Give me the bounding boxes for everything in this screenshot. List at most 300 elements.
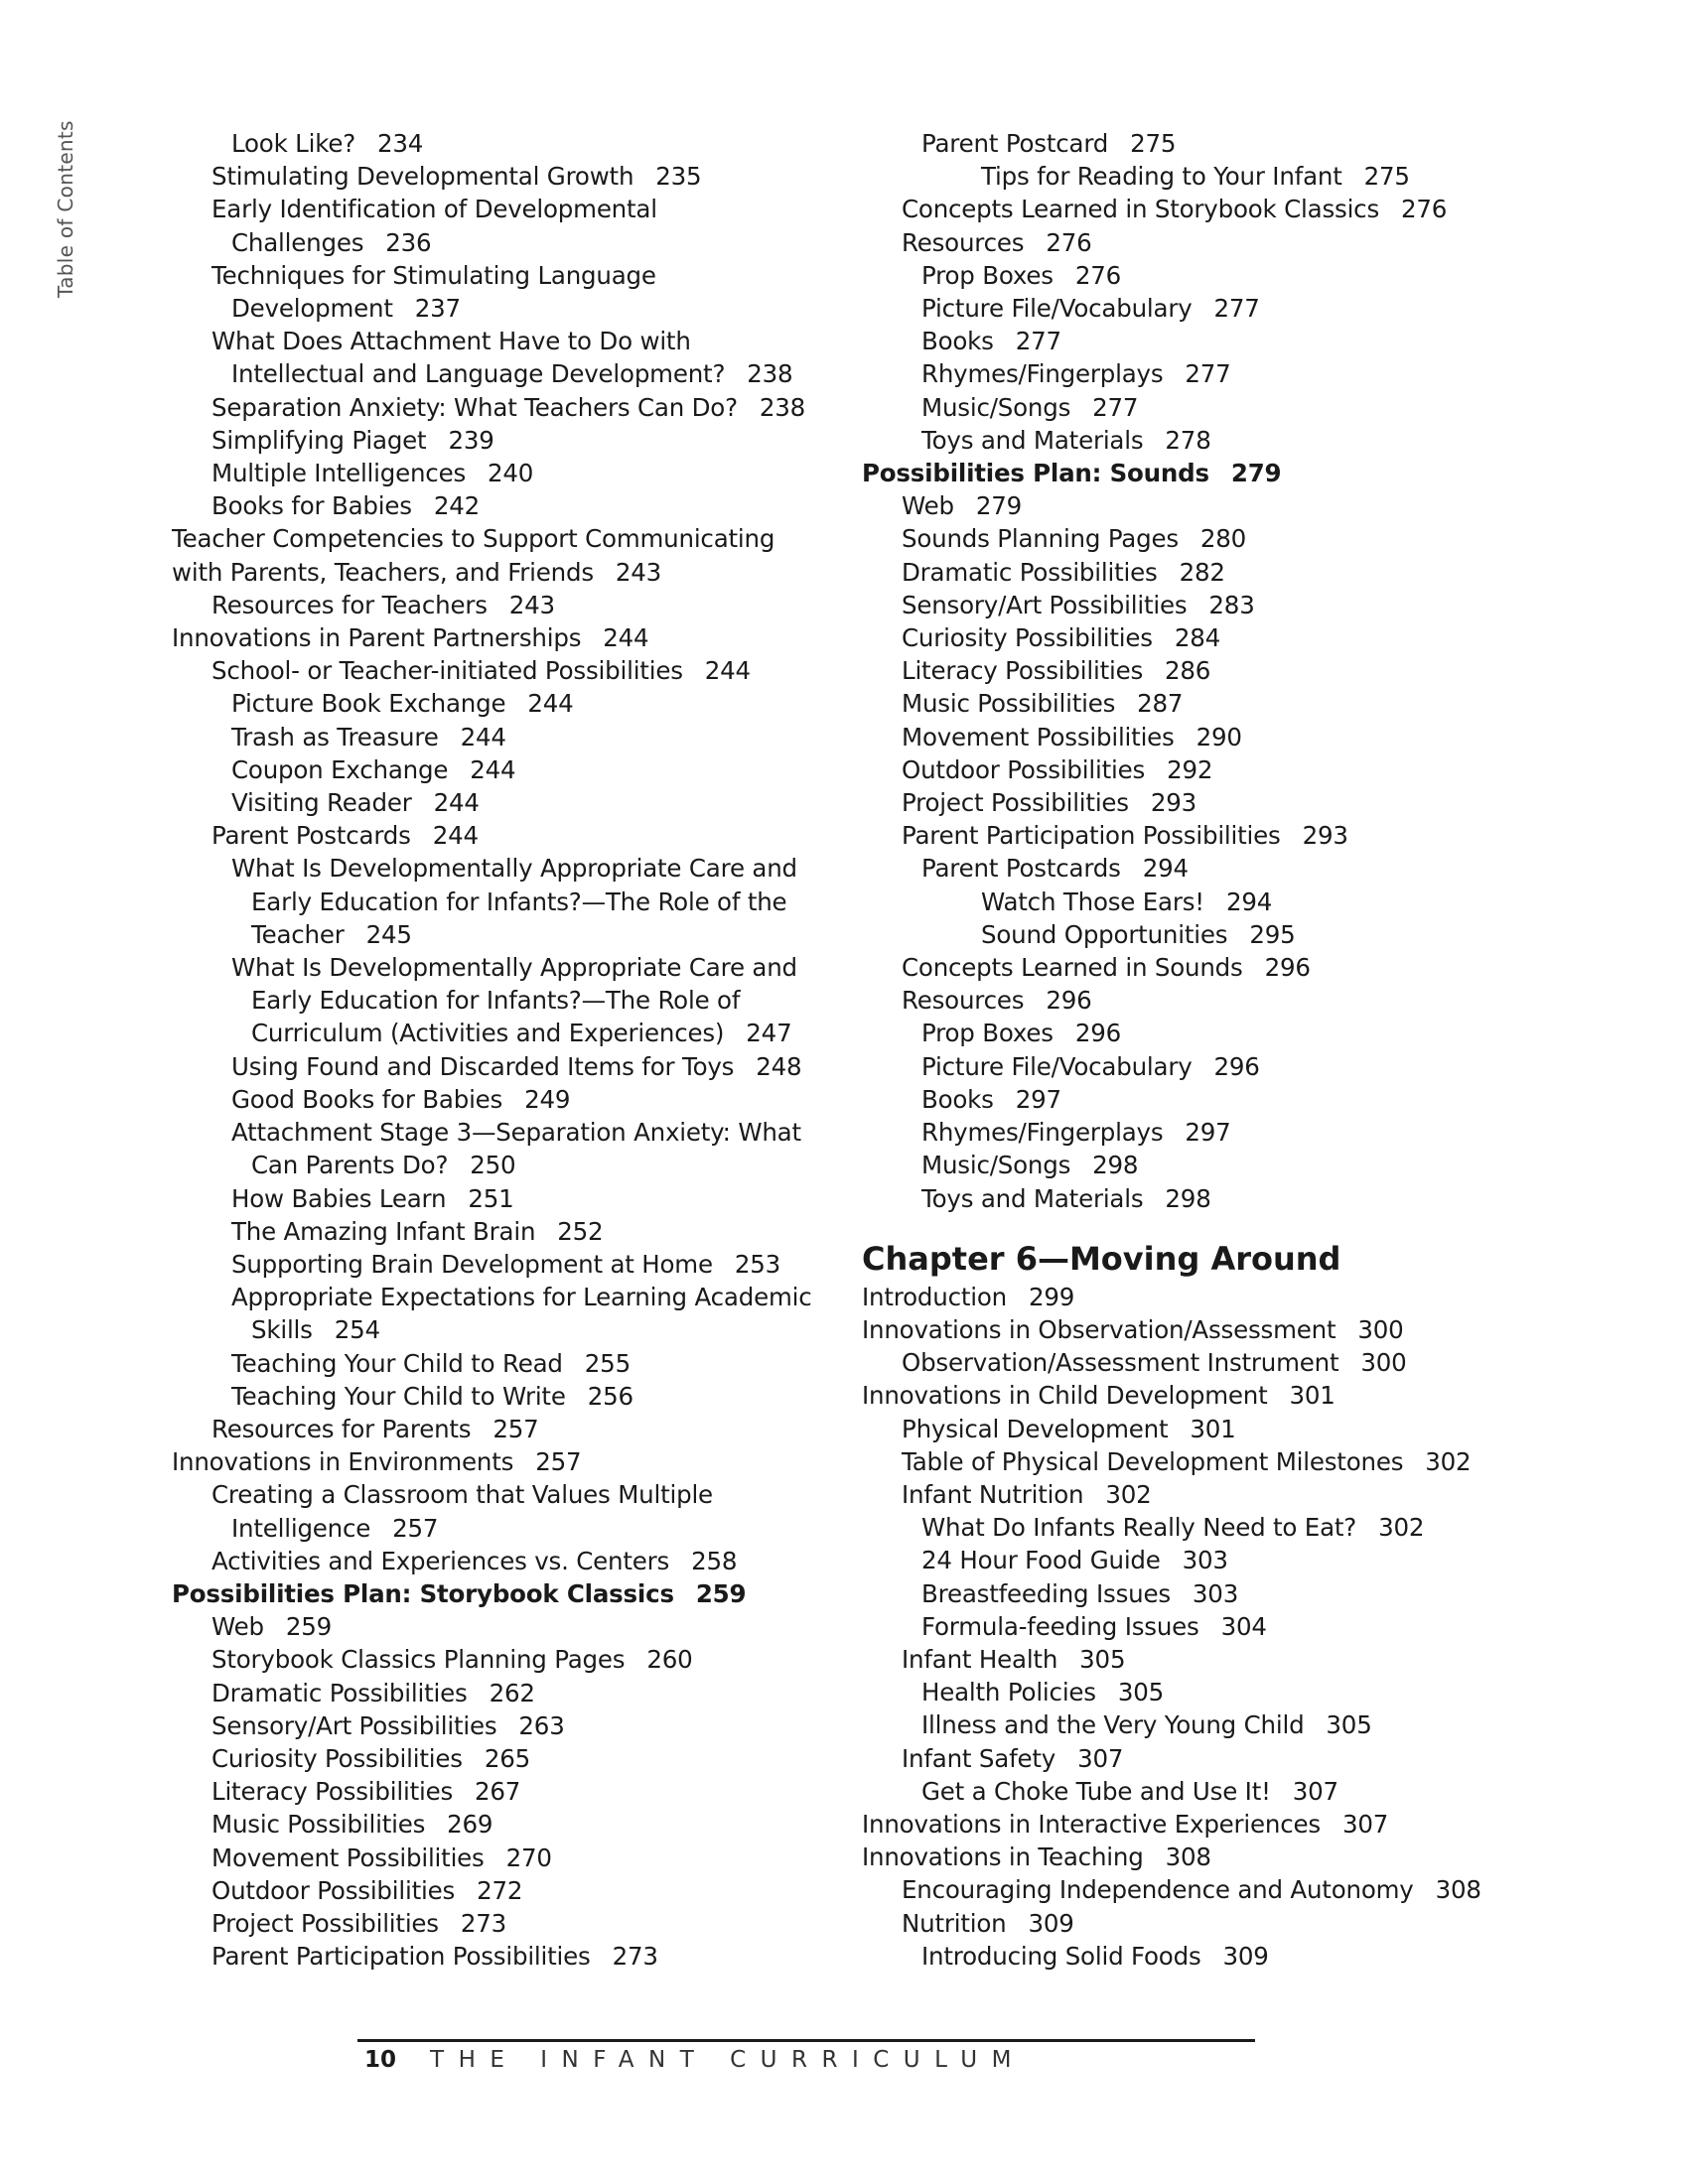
toc-entry-page: 237 — [414, 294, 461, 324]
toc-entry-page: 307 — [1292, 1776, 1338, 1806]
toc-entry-page: 308 — [1165, 1843, 1211, 1872]
toc-entry-title: Good Books for Babies — [231, 1084, 503, 1114]
toc-entry-title: Resources for Parents — [211, 1414, 472, 1443]
toc-entry-page: 304 — [1220, 1611, 1267, 1641]
toc-entry-page: 275 — [1130, 129, 1177, 158]
toc-entry — [172, 1281, 812, 1313]
toc-entry-page: 301 — [1190, 1414, 1236, 1443]
toc-entry — [172, 1842, 807, 1874]
toc-entry-title: Observation/Assessment Instrument — [902, 1348, 1339, 1378]
toc-entry-title: Physical Development — [902, 1414, 1169, 1443]
toc-entry-page: 236 — [385, 227, 432, 257]
toc-entry — [862, 1708, 1517, 1741]
toc-entry-page: 257 — [535, 1447, 582, 1477]
toc-entry — [172, 292, 807, 325]
toc-entry-page: 235 — [655, 162, 702, 192]
toc-entry-title: Innovations in Parent Partnerships — [172, 623, 582, 653]
toc-entry-page: 284 — [1174, 623, 1220, 653]
toc-right-column — [862, 127, 1517, 1973]
toc-entry-page: 283 — [1208, 590, 1255, 619]
toc-entry-title: Activities and Experiences vs. Centers — [211, 1546, 670, 1575]
toc-entry — [172, 160, 807, 193]
toc-entry — [172, 1248, 807, 1281]
toc-entry — [172, 1545, 807, 1577]
toc-entry-title: Introducing Solid Foods — [921, 1941, 1201, 1971]
toc-entry-title: Innovations in Observation/Assessment — [862, 1314, 1336, 1344]
toc-entry-title: Rhymes/Fingerplays — [921, 359, 1164, 389]
toc-entry — [172, 654, 807, 687]
toc-entry-title: Teacher — [251, 919, 345, 949]
toc-entry-title: Picture Book Exchange — [231, 689, 506, 719]
toc-entry-title: Books for Babies — [211, 491, 412, 521]
toc-entry-title: Table of Physical Development Milestones — [902, 1446, 1404, 1476]
toc-entry-page: 240 — [488, 459, 534, 488]
toc-entry-title: Teaching Your Child to Read — [231, 1348, 563, 1378]
toc-entry-title: Illness and the Very Young Child — [921, 1710, 1305, 1740]
toc-entry-page: 260 — [646, 1645, 693, 1675]
toc-entry-title: Innovations in Teaching — [862, 1843, 1144, 1872]
toc-entry-title: Techniques for Stimulating Language — [211, 260, 656, 290]
toc-entry-title: Prop Boxes — [921, 260, 1054, 290]
toc-entry-title: Visiting Reader — [231, 788, 412, 818]
toc-entry — [172, 819, 807, 852]
toc-entry — [172, 852, 807, 885]
toc-entry — [862, 522, 1517, 555]
toc-entry-page: 258 — [691, 1546, 738, 1575]
toc-entry-page: 305 — [1117, 1678, 1165, 1707]
toc-entry-title: Using Found and Discarded Items for Toys — [231, 1051, 735, 1081]
toc-entry-page: 247 — [746, 1019, 792, 1048]
toc-entry-title: Curiosity Possibilities — [902, 623, 1153, 653]
toc-entry-page: 309 — [1028, 1908, 1074, 1938]
toc-entry-title: Sensory/Art Possibilities — [211, 1710, 497, 1740]
toc-entry — [862, 1643, 1517, 1676]
toc-entry-title: Music/Songs — [921, 1151, 1071, 1180]
toc-entry-page: 244 — [470, 754, 516, 784]
toc-entry-page: 307 — [1077, 1743, 1124, 1773]
toc-entry-title: with Parents, Teachers, and Friends — [172, 557, 594, 587]
toc-entry — [172, 1610, 807, 1643]
toc-entry-page: 238 — [759, 392, 806, 422]
toc-entry — [172, 1347, 807, 1380]
toc-entry-page: 234 — [377, 129, 424, 158]
toc-entry-title: What Do Infants Really Need to Eat? — [921, 1513, 1357, 1543]
toc-entry-title: Parent Postcard — [921, 129, 1109, 158]
toc-entry-page: 273 — [612, 1942, 658, 1972]
toc-entry-title: Coupon Exchange — [231, 754, 449, 784]
toc-entry-title: Sounds Planning Pages — [902, 524, 1179, 554]
toc-entry-page: 249 — [524, 1084, 571, 1114]
toc-entry-title: Dramatic Possibilities — [211, 1678, 468, 1707]
toc-entry-title: Resources — [902, 986, 1025, 1016]
toc-entry-page: 252 — [557, 1216, 604, 1246]
toc-entry — [172, 1677, 807, 1709]
toc-entry-title: Development — [231, 294, 393, 324]
toc-entry — [862, 1281, 1517, 1313]
toc-entry — [172, 1083, 807, 1116]
toc-entry-title: School- or Teacher-initiated Possibilities — [211, 656, 683, 686]
toc-entry-page: 279 — [1230, 459, 1282, 488]
toc-entry — [172, 357, 807, 390]
toc-entry — [172, 522, 807, 555]
toc-entry-page: 277 — [1185, 359, 1231, 389]
toc-entry-page: 298 — [1092, 1151, 1139, 1180]
toc-entry — [172, 1313, 807, 1346]
toc-entry-title: Formula-feeding Issues — [921, 1611, 1199, 1641]
toc-entry-page: 277 — [1092, 392, 1139, 422]
chapter-heading: Chapter 6—Moving Around — [862, 1239, 1341, 1278]
toc-entry-title: Outdoor Possibilities — [211, 1875, 456, 1905]
toc-entry — [862, 1742, 1517, 1775]
toc-entry-title: Literacy Possibilities — [902, 656, 1144, 686]
toc-entry-page: 259 — [695, 1578, 747, 1608]
toc-entry — [862, 1017, 1517, 1049]
toc-entry — [862, 127, 1517, 160]
toc-entry-page: 296 — [1046, 986, 1092, 1016]
toc-entry — [862, 457, 1517, 489]
toc-entry — [862, 1478, 1517, 1511]
toc-entry-title: Movement Possibilities — [211, 1843, 485, 1872]
toc-entry — [172, 457, 807, 489]
toc-entry-page: 280 — [1199, 524, 1247, 554]
toc-entry — [862, 721, 1517, 753]
toc-entry-page: 295 — [1249, 919, 1296, 949]
toc-entry — [862, 325, 1517, 357]
toc-entry-title: Can Parents Do? — [251, 1151, 449, 1180]
toc-entry-page: 296 — [1213, 1051, 1260, 1081]
toc-entry — [862, 753, 1517, 786]
toc-entry — [172, 1808, 807, 1841]
toc-entry — [172, 1512, 807, 1545]
toc-entry — [172, 1874, 807, 1907]
toc-entry — [862, 1445, 1517, 1478]
toc-entry-page: 257 — [392, 1513, 439, 1543]
toc-entry-page: 286 — [1165, 656, 1211, 686]
toc-entry-title: 24 Hour Food Guide — [921, 1546, 1161, 1575]
toc-entry-title: Toys and Materials — [921, 425, 1144, 455]
toc-entry-page: 282 — [1179, 557, 1225, 587]
toc-entry — [172, 424, 807, 457]
toc-entry — [172, 918, 807, 951]
toc-entry-page: 276 — [1046, 227, 1092, 257]
toc-entry-page: 254 — [334, 1315, 380, 1345]
toc-entry — [172, 1775, 807, 1808]
toc-entry-page: 256 — [587, 1381, 633, 1411]
toc-entry — [862, 1841, 1517, 1873]
toc-entry-page: 276 — [1074, 260, 1122, 290]
footer-rule — [357, 2039, 1255, 2042]
toc-entry — [862, 259, 1517, 292]
toc-entry — [862, 687, 1517, 720]
toc-entry-title: Books — [921, 1084, 994, 1114]
toc-entry — [862, 852, 1517, 885]
toc-entry-page: 243 — [508, 590, 555, 619]
toc-entry — [862, 160, 1517, 193]
toc-entry — [862, 1610, 1517, 1643]
toc-entry-title: Challenges — [231, 227, 364, 257]
toc-entry-title: Resources — [902, 227, 1025, 257]
toc-entry-page: 303 — [1192, 1578, 1239, 1608]
toc-right-entries — [862, 127, 1517, 1215]
toc-entry — [172, 1215, 807, 1248]
toc-entry — [172, 1182, 807, 1215]
toc-entry-title: Breastfeeding Issues — [921, 1578, 1171, 1608]
toc-entry-page: 243 — [615, 557, 662, 587]
toc-entry-title: Appropriate Expectations for Learning Academic — [231, 1283, 812, 1312]
toc-entry — [172, 1907, 807, 1940]
toc-entry — [172, 1445, 807, 1478]
toc-entry-title: Simplifying Piaget — [211, 425, 427, 455]
toc-entry-title: Music Possibilities — [211, 1810, 426, 1840]
toc-entry — [862, 1676, 1517, 1708]
toc-entry — [862, 1808, 1517, 1841]
toc-entry-page: 244 — [704, 656, 751, 686]
toc-entry-page: 245 — [365, 919, 412, 949]
toc-entry-page: 253 — [734, 1249, 780, 1279]
toc-entry — [172, 984, 807, 1017]
toc-entry-page: 276 — [1401, 195, 1448, 224]
toc-entry — [172, 1709, 807, 1742]
toc-entry-page: 272 — [477, 1875, 523, 1905]
toc-entry — [862, 1940, 1517, 1973]
toc-entry-title: Parent Participation Possibilities — [211, 1942, 591, 1972]
toc-entry-title: The Amazing Infant Brain — [231, 1216, 536, 1246]
toc-entry-title: Get a Choke Tube and Use It! — [921, 1776, 1271, 1806]
toc-entry-page: 267 — [475, 1777, 521, 1807]
toc-entry-title: Innovations in Interactive Experiences — [862, 1809, 1321, 1839]
toc-entry — [172, 721, 807, 753]
toc-entry-page: 300 — [1357, 1314, 1404, 1344]
toc-entry — [172, 621, 807, 654]
toc-entry — [862, 1413, 1517, 1445]
toc-entry-page: 297 — [1015, 1084, 1061, 1114]
toc-entry-title: Early Identification of Developmental — [211, 195, 657, 224]
toc-entry-title: Curiosity Possibilities — [211, 1743, 463, 1773]
page-number: 10 — [364, 2047, 397, 2073]
toc-entry-page: 242 — [433, 491, 480, 521]
toc-entry-title: Rhymes/Fingerplays — [921, 1118, 1164, 1148]
toc-entry-title: Parent Postcards — [921, 854, 1121, 884]
toc-entry — [862, 951, 1517, 984]
toc-entry-page: 308 — [1435, 1875, 1481, 1905]
toc-entry-page: 259 — [285, 1612, 332, 1642]
toc-entry-title: Trash as Treasure — [231, 722, 439, 751]
toc-entry-title: Attachment Stage 3—Separation Anxiety: What — [231, 1118, 801, 1148]
toc-entry-title: Web — [902, 491, 954, 521]
toc-entry-page: 251 — [468, 1183, 514, 1213]
toc-entry-page: 277 — [1015, 327, 1061, 356]
toc-entry-page: 293 — [1302, 821, 1348, 851]
toc-entry-page: 257 — [492, 1414, 539, 1443]
toc-entry-title: Infant Health — [902, 1644, 1058, 1674]
toc-entry-title: How Babies Learn — [231, 1183, 447, 1213]
toc-entry — [172, 1478, 807, 1511]
toc-entry-title: Parent Participation Possibilities — [902, 821, 1281, 851]
toc-entry-title: Stimulating Developmental Growth — [211, 162, 634, 192]
page-footer — [364, 2047, 1026, 2073]
toc-entry-page: 250 — [470, 1151, 516, 1180]
toc-entry-page: 238 — [747, 359, 793, 389]
toc-entry-page: 299 — [1028, 1282, 1075, 1311]
toc-entry-page: 303 — [1182, 1546, 1228, 1575]
toc-entry-page: 269 — [447, 1810, 493, 1840]
toc-entry-page: 239 — [448, 425, 494, 455]
toc-entry-title: Dramatic Possibilities — [902, 557, 1158, 587]
toc-entry-title: Toys and Materials — [921, 1183, 1144, 1213]
toc-entry — [172, 1742, 807, 1775]
toc-entry-page: 302 — [1425, 1446, 1472, 1476]
toc-entry — [862, 984, 1517, 1017]
toc-entry-page: 292 — [1167, 754, 1213, 784]
toc-entry-title: What Does Attachment Have to Do with — [211, 327, 691, 356]
toc-entry-title: Web — [211, 1612, 264, 1642]
toc-entry-title: Tips for Reading to Your Infant — [981, 162, 1342, 192]
toc-entry-title: Look Like? — [231, 129, 356, 158]
toc-entry — [862, 193, 1517, 225]
toc-entry — [862, 621, 1517, 654]
toc-entry-page: 296 — [1264, 953, 1311, 983]
toc-entry-page: 248 — [756, 1051, 802, 1081]
toc-entry-title: What Is Developmentally Appropriate Care and — [231, 854, 797, 884]
toc-entry-title: Sound Opportunities — [981, 919, 1228, 949]
toc-entry — [862, 357, 1517, 390]
toc-entry-title: Music Possibilities — [902, 689, 1116, 719]
toc-entry-page: 277 — [1213, 294, 1260, 324]
toc-entry-title: Separation Anxiety: What Teachers Can Do? — [211, 392, 738, 422]
toc-entry-title: Encouraging Independence and Autonomy — [902, 1875, 1414, 1905]
toc-entry — [862, 1149, 1517, 1181]
toc-entry-title: Supporting Brain Development at Home — [231, 1249, 713, 1279]
toc-entry-page: 244 — [433, 788, 480, 818]
toc-entry — [172, 753, 807, 786]
toc-entry — [862, 292, 1517, 325]
toc-entry — [862, 1544, 1517, 1576]
toc-entry — [172, 1017, 807, 1049]
toc-entry — [172, 489, 807, 522]
toc-entry-title: Concepts Learned in Sounds — [902, 953, 1243, 983]
toc-entry-page: 294 — [1142, 854, 1189, 884]
toc-entry-title: Storybook Classics Planning Pages — [211, 1645, 626, 1675]
toc-entry-page: 273 — [460, 1908, 507, 1938]
toc-entry-title: Intelligence — [231, 1513, 371, 1543]
toc-entry-title: Infant Nutrition — [902, 1479, 1084, 1509]
toc-entry-page: 294 — [1225, 887, 1273, 916]
toc-entry — [172, 687, 807, 720]
toc-entry — [862, 1379, 1517, 1412]
toc-entry — [172, 259, 807, 292]
toc-entry-page: 263 — [518, 1710, 565, 1740]
running-title: THE INFANT CURRICULUM — [430, 2047, 1026, 2073]
toc-entry-title: Teaching Your Child to Write — [231, 1381, 566, 1411]
chapter-entries — [862, 1281, 1517, 1973]
toc-entry — [172, 1116, 807, 1149]
toc-entry — [862, 1346, 1517, 1379]
toc-entry — [862, 1313, 1517, 1346]
toc-entry — [862, 1083, 1517, 1116]
toc-entry — [172, 1149, 807, 1181]
toc-entry — [862, 489, 1517, 522]
toc-entry-title: Innovations in Environments — [172, 1447, 514, 1477]
toc-entry-title: Literacy Possibilities — [211, 1777, 454, 1807]
toc-entry-title: Project Possibilities — [211, 1908, 439, 1938]
toc-entry — [862, 226, 1517, 259]
toc-entry — [172, 786, 807, 819]
toc-entry-title: Prop Boxes — [921, 1019, 1054, 1048]
toc-entry-title: Watch Those Ears! — [981, 887, 1204, 916]
toc-entry-page: 297 — [1185, 1118, 1231, 1148]
toc-entry-page: 278 — [1165, 425, 1211, 455]
toc-entry — [862, 819, 1517, 852]
toc-entry-title: Possibilities Plan: Sounds — [862, 459, 1209, 488]
toc-entry-page: 244 — [527, 689, 574, 719]
toc-entry-title: Health Policies — [921, 1678, 1096, 1707]
toc-entry-page: 307 — [1341, 1809, 1389, 1839]
toc-entry-page: 296 — [1074, 1019, 1122, 1048]
toc-entry-title: Outdoor Possibilities — [902, 754, 1146, 784]
toc-entry-title: Early Education for Infants?—The Role of — [251, 986, 741, 1016]
toc-entry-page: 262 — [489, 1678, 535, 1707]
toc-entry-title: Resources for Teachers — [211, 590, 488, 619]
toc-entry — [172, 391, 807, 424]
toc-entry-page: 287 — [1137, 689, 1184, 719]
toc-entry-title: Project Possibilities — [902, 788, 1129, 818]
toc-entry-page: 244 — [460, 722, 506, 751]
toc-entry-title: Movement Possibilities — [902, 722, 1175, 751]
toc-entry-page: 309 — [1222, 1941, 1269, 1971]
toc-entry-page: 298 — [1165, 1183, 1211, 1213]
toc-entry-title: Curriculum (Activities and Experiences) — [251, 1019, 725, 1048]
toc-entry-title: Teacher Competencies to Support Communicating — [172, 524, 775, 554]
toc-entry-page: 302 — [1378, 1513, 1425, 1543]
toc-entry-title: Music/Songs — [921, 392, 1071, 422]
toc-entry — [172, 1577, 807, 1610]
toc-entry — [862, 654, 1517, 687]
toc-entry-title: Concepts Learned in Storybook Classics — [902, 195, 1380, 224]
toc-entry-page: 270 — [505, 1843, 552, 1872]
toc-entry — [172, 193, 807, 225]
toc-entry-page: 244 — [432, 821, 479, 851]
toc-entry — [862, 1116, 1517, 1149]
toc-entry-title: Infant Safety — [902, 1743, 1056, 1773]
toc-entry — [862, 589, 1517, 621]
toc-entry-page: 300 — [1360, 1348, 1407, 1378]
toc-entry-page: 279 — [975, 491, 1022, 521]
toc-entry-page: 244 — [603, 623, 649, 653]
toc-entry — [172, 1380, 807, 1413]
toc-entry — [172, 589, 807, 621]
toc-entry-title: Innovations in Child Development — [862, 1381, 1268, 1411]
toc-entry-title: Possibilities Plan: Storybook Classics — [172, 1578, 674, 1608]
toc-entry-page: 305 — [1326, 1710, 1372, 1740]
toc-entry-title: Picture File/Vocabulary — [921, 1051, 1193, 1081]
toc-entry-title: Creating a Classroom that Values Multiple — [211, 1480, 713, 1510]
toc-entry-title: Sensory/Art Possibilities — [902, 590, 1188, 619]
toc-entry-title: Skills — [251, 1315, 313, 1345]
toc-entry-page: 255 — [584, 1348, 631, 1378]
toc-entry-title: Parent Postcards — [211, 821, 411, 851]
toc-entry-title: What Is Developmentally Appropriate Care and — [231, 953, 797, 983]
toc-entry — [862, 1775, 1517, 1808]
side-section-label: Table of Contents — [54, 120, 77, 298]
toc-entry — [862, 918, 1517, 951]
toc-entry — [172, 1413, 807, 1445]
toc-entry-title: Intellectual and Language Development? — [231, 359, 726, 389]
toc-entry — [862, 391, 1517, 424]
toc-entry — [862, 786, 1517, 819]
toc-entry — [172, 127, 807, 160]
toc-entry — [862, 1907, 1517, 1940]
toc-entry-page: 305 — [1079, 1644, 1126, 1674]
